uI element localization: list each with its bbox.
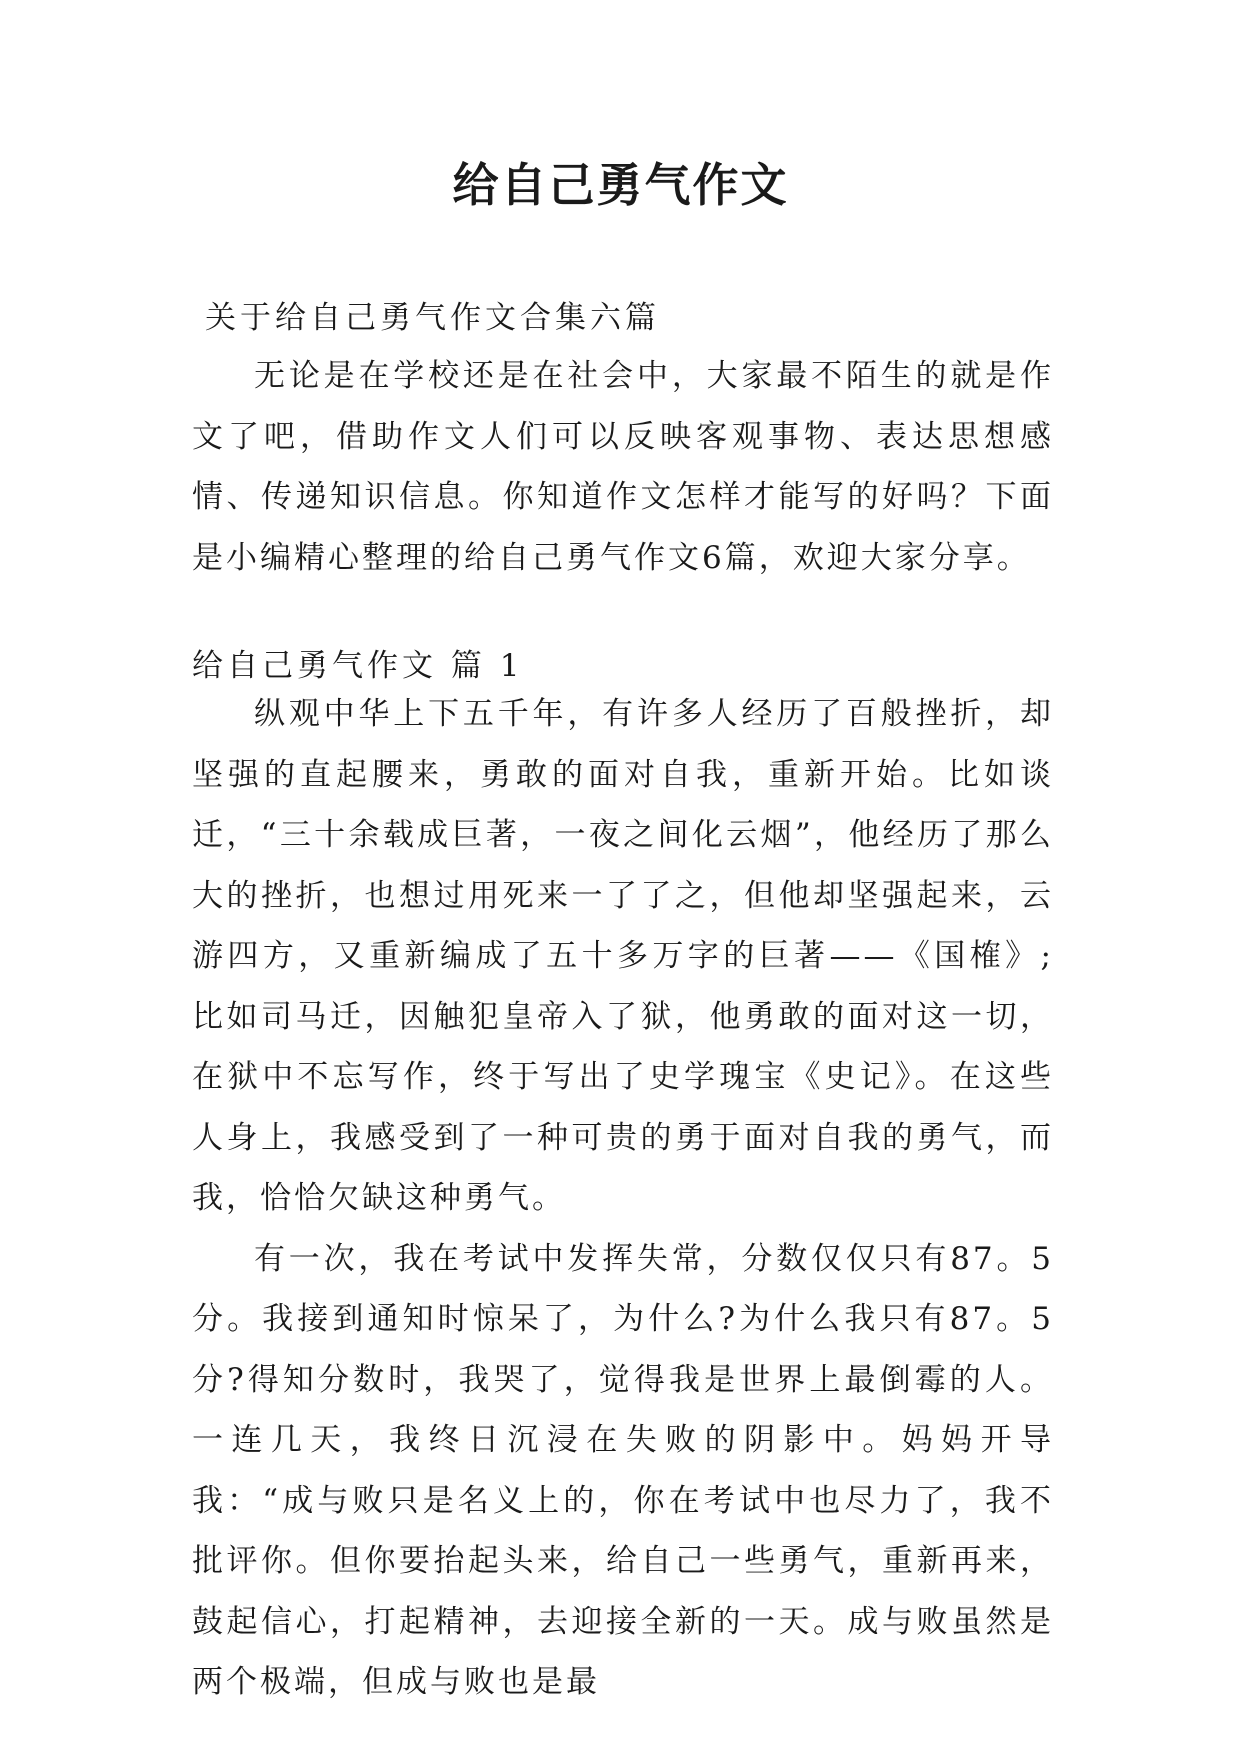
intro-paragraph: 无论是在学校还是在社会中，大家最不陌生的就是作文了吧，借助作文人们可以反映客观事物、表达思想感情、传递知识信息。你知道作文怎样才能写的好吗？下面是小编精心整理的给自己勇气作文6篇，欢迎大家分享。 xyxy=(192,358,1054,576)
essay-paragraph-2: 有一次，我在考试中发挥失常，分数仅仅只有87。5分。我接到通知时惊呆了，为什么?为什么我只有87。5分?得知分数时，我哭了，觉得我是世界上最倒霉的人。一连几天，我终日沉浸在失败的阴影中。妈妈开导我：“成与败只是名义上的，你在考试中也尽力了，我不批评你。但你要抬起头来，给自己一些勇气，重新再来，鼓起信心，打起精神，去迎接全新的一天。成与败虽然是两个极端，但成与败也是最 xyxy=(192,1240,1054,1700)
section-heading: 给自己勇气作文 篇 1 xyxy=(192,648,524,684)
document-title: 给自己勇气作文 xyxy=(452,158,789,212)
essay-body xyxy=(192,684,1054,1713)
essay-paragraph-1: 纵观中华上下五千年，有许多人经历了百般挫折，却坚强的直起腰来，勇敢的面对自我，重新开始。比如谈迁，“三十余载成巨著，一夜之间化云烟”，他经历了那么大的挫折，也想过用死来一了了之，但他却坚强起来，云游四方，又重新编成了五十多万字的巨著——《国榷》;比如司马迁，因触犯皇帝入了狱，他勇敢的面对这一切，在狱中不忘写作，终于写出了史学瑰宝《史记》。在这些人身上，我感受到了一种可贵的勇于面对自我的勇气，而我，恰恰欠缺这种勇气。 xyxy=(192,696,1054,1216)
document-subtitle: 关于给自己勇气作文合集六篇 xyxy=(205,300,660,336)
intro-block xyxy=(192,346,1054,588)
